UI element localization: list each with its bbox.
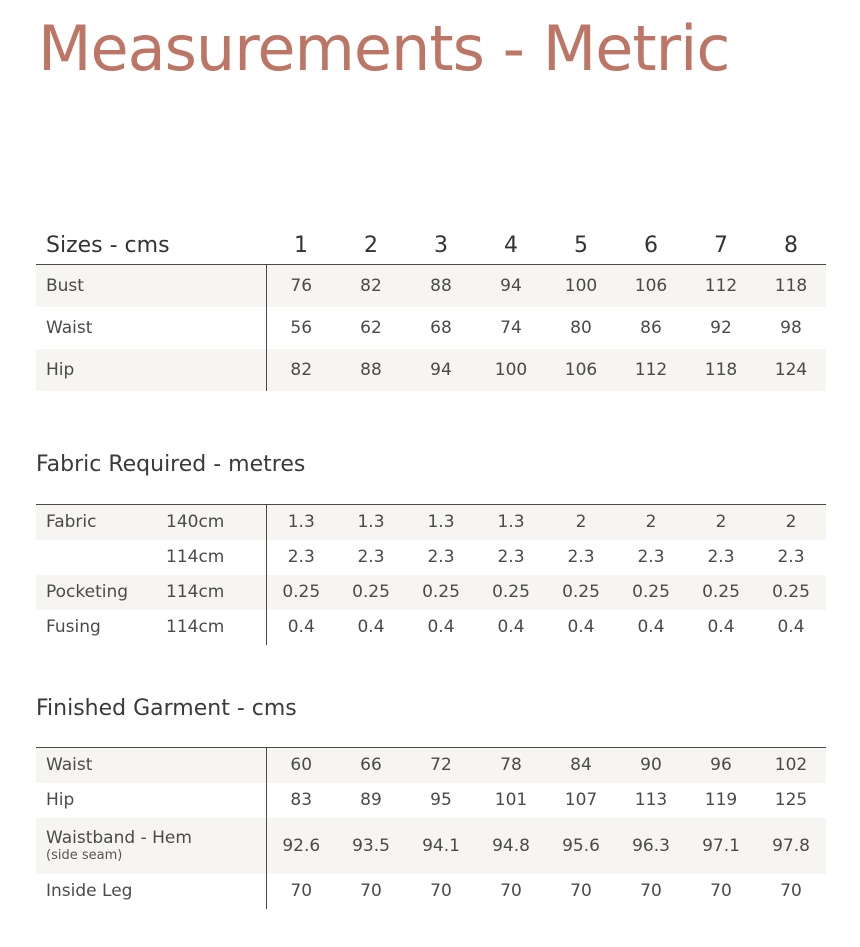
table-row (36, 783, 826, 818)
table-cell: 0.25 (546, 575, 616, 610)
table-cell: 101 (494, 790, 528, 810)
table-cell: 0.25 (406, 575, 476, 610)
sizes-header-label: Sizes - cms (46, 232, 170, 258)
table-cell: 0.25 (476, 575, 546, 610)
table-cell: 72 (406, 748, 476, 783)
table-cell: 0.4 (497, 617, 525, 637)
table-cell: 70 (710, 881, 732, 901)
table-cell: 118 (756, 265, 826, 307)
table-cell: 95.6 (546, 818, 616, 874)
table-cell: 0.25 (686, 575, 756, 610)
table-cell: 2 (616, 505, 686, 540)
row-label: Bust (36, 265, 266, 307)
row-label (36, 748, 266, 783)
table-cell: 1.3 (476, 505, 546, 540)
table-cell: 125 (774, 790, 808, 810)
table-row (36, 265, 826, 307)
table-row (36, 818, 826, 874)
garment-heading: Finished Garment - cms (36, 696, 297, 721)
table-cell: 78 (476, 748, 546, 783)
table-cell: 106 (616, 265, 686, 307)
fabric-table (36, 504, 826, 645)
table-cell: 0.4 (567, 617, 595, 637)
size-header-3: 3 (434, 232, 448, 258)
table-cell: 98 (780, 317, 802, 338)
table-cell: 97.1 (686, 818, 756, 874)
table-cell: 97.8 (756, 818, 826, 874)
fabric-width: 140cm (166, 505, 266, 540)
table-cell: 95 (430, 790, 452, 810)
table-cell: 0.25 (616, 575, 686, 610)
table-cell: 70 (360, 881, 382, 901)
table-cell: 70 (570, 881, 592, 901)
table-cell: 112 (616, 349, 686, 391)
table-cell: 0.4 (266, 610, 336, 645)
table-cell: 96.3 (616, 818, 686, 874)
table-cell: 2.3 (357, 547, 385, 567)
table-cell: 70 (266, 874, 336, 909)
row-label: Hip (36, 349, 266, 391)
table-cell: 2 (546, 505, 616, 540)
size-header-1: 1 (294, 232, 308, 258)
table-cell: 102 (756, 748, 826, 783)
table-cell: 107 (564, 790, 598, 810)
row-label (36, 818, 266, 874)
table-cell: 2.3 (637, 547, 665, 567)
row-label-note: (side seam) (46, 847, 123, 863)
table-cell: 1.3 (406, 505, 476, 540)
table-cell: 60 (266, 748, 336, 783)
table-cell: 0.4 (707, 617, 735, 637)
row-label: Pocketing (36, 575, 166, 610)
row-label (36, 540, 166, 575)
table-row (36, 540, 826, 575)
table-cell: 88 (406, 265, 476, 307)
table-cell: 80 (570, 317, 592, 338)
row-label (36, 874, 266, 909)
table-cell: 2.3 (567, 547, 595, 567)
table-cell: 84 (546, 748, 616, 783)
table-cell: 0.25 (336, 575, 406, 610)
sizes-table (36, 226, 826, 391)
table-cell: 92.6 (266, 818, 336, 874)
fabric-width: 114cm (166, 575, 266, 610)
row-label-text: Inside Leg (46, 881, 133, 901)
sizes-header-row (36, 226, 826, 265)
row-label: Fusing (46, 617, 101, 637)
table-row (36, 874, 826, 909)
table-cell: 86 (640, 317, 662, 338)
size-header-7: 7 (714, 232, 728, 258)
table-cell: 94.8 (476, 818, 546, 874)
fabric-width: 114cm (166, 547, 225, 567)
table-cell: 2 (756, 505, 826, 540)
table-cell: 76 (266, 265, 336, 307)
table-cell: 93.5 (336, 818, 406, 874)
table-cell: 119 (704, 790, 738, 810)
table-cell: 0.25 (756, 575, 826, 610)
table-cell: 100 (546, 265, 616, 307)
garment-table (36, 747, 826, 909)
size-header-8: 8 (784, 232, 798, 258)
table-cell: 62 (360, 317, 382, 338)
table-cell: 0.25 (266, 575, 336, 610)
table-cell: 2.3 (497, 547, 525, 567)
table-cell: 0.4 (637, 617, 665, 637)
table-row (36, 575, 826, 610)
table-cell: 2.3 (427, 547, 455, 567)
fabric-heading: Fabric Required - metres (36, 452, 306, 477)
table-cell: 70 (500, 881, 522, 901)
table-cell: 2.3 (777, 547, 805, 567)
size-header-5: 5 (574, 232, 588, 258)
row-label: Fabric (36, 505, 166, 540)
row-label: Waist (46, 317, 93, 338)
table-cell: 89 (360, 790, 382, 810)
table-cell: 92 (710, 317, 732, 338)
table-cell: 106 (546, 349, 616, 391)
table-cell: 70 (780, 881, 802, 901)
table-row (36, 349, 826, 391)
size-header-2: 2 (364, 232, 378, 258)
table-row (36, 610, 826, 645)
table-row (36, 505, 826, 540)
table-cell: 66 (336, 748, 406, 783)
table-cell: 124 (756, 349, 826, 391)
row-label-text: Waist (46, 755, 93, 776)
table-cell: 90 (616, 748, 686, 783)
table-cell: 0.4 (357, 617, 385, 637)
page-title: Measurements - Metric (38, 12, 730, 85)
table-cell: 94.1 (406, 818, 476, 874)
table-cell: 96 (686, 748, 756, 783)
table-row (36, 748, 826, 783)
table-cell: 82 (266, 349, 336, 391)
row-label-text: Waistband - Hem (46, 827, 192, 848)
row-label (36, 783, 266, 818)
table-cell: 82 (336, 265, 406, 307)
table-row (36, 307, 826, 349)
table-cell: 1.3 (336, 505, 406, 540)
table-cell: 88 (336, 349, 406, 391)
table-cell: 70 (640, 881, 662, 901)
size-header-4: 4 (504, 232, 518, 258)
table-cell: 70 (430, 881, 452, 901)
row-label-text: Hip (46, 790, 75, 810)
table-cell: 0.4 (777, 617, 805, 637)
table-cell: 2 (686, 505, 756, 540)
size-header-6: 6 (644, 232, 658, 258)
table-cell: 68 (430, 317, 452, 338)
table-cell: 112 (686, 265, 756, 307)
table-cell: 94 (406, 349, 476, 391)
table-cell: 74 (500, 317, 522, 338)
fabric-width: 114cm (166, 617, 225, 637)
table-cell: 94 (476, 265, 546, 307)
table-cell: 83 (266, 783, 336, 818)
table-cell: 0.4 (427, 617, 455, 637)
table-cell: 2.3 (266, 540, 336, 575)
table-cell: 2.3 (707, 547, 735, 567)
table-cell: 100 (476, 349, 546, 391)
table-cell: 113 (634, 790, 668, 810)
table-cell: 118 (686, 349, 756, 391)
table-cell: 1.3 (266, 505, 336, 540)
table-cell: 56 (266, 307, 336, 349)
